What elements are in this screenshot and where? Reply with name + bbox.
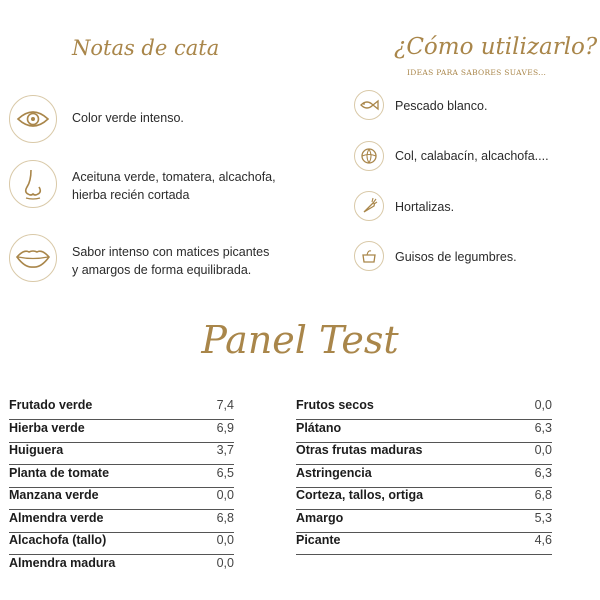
panel-row <box>296 511 552 531</box>
panel-row-label: Amargo <box>296 510 344 525</box>
panel-row-label: Corteza, tallos, ortiga <box>296 488 424 502</box>
note-flavor: Sabor intenso con matices picantes y amargos de forma equilibrada. <box>72 245 270 277</box>
panel-row <box>296 533 552 553</box>
usage-greens: Hortalizas. <box>395 200 455 214</box>
panel-row-value: 5,3 <box>534 510 552 525</box>
notes-title: Notas de cata <box>72 36 220 60</box>
panel-row <box>296 466 552 486</box>
panel-row-label: Plátano <box>296 420 342 435</box>
panel-row <box>9 488 234 508</box>
panel-row-label: Planta de tomate <box>9 465 110 480</box>
panel-row <box>296 421 552 441</box>
panel-row <box>296 443 552 463</box>
panel-row <box>9 443 234 463</box>
panel-row <box>296 398 552 418</box>
panel-row <box>9 466 234 486</box>
eye-icon <box>9 95 57 143</box>
panel-row-label: Hierba verde <box>9 420 85 435</box>
note-color: Color verde intenso. <box>72 111 184 125</box>
panel-row-label: Almendra madura <box>9 555 116 570</box>
panel-row-label: Huiguera <box>9 443 64 457</box>
panel-row-value: 0,0 <box>216 533 234 547</box>
panel-row <box>9 398 234 418</box>
cabbage-icon <box>354 141 384 171</box>
panel-row-value: 6,3 <box>534 465 552 480</box>
panel-row-value: 4,6 <box>534 533 552 547</box>
panel-row-value: 6,9 <box>216 420 234 435</box>
nose-icon <box>9 160 57 208</box>
panel-row-value: 7,4 <box>216 398 234 412</box>
usage-title: ¿Cómo utilizarlo? <box>394 34 598 60</box>
panel-row <box>9 421 234 441</box>
panel-row-label: Frutos secos <box>296 398 374 412</box>
panel-title: Panel Test <box>201 318 399 362</box>
panel-row-value: 6,8 <box>534 488 552 502</box>
panel-row-label: Astringencia <box>296 465 372 480</box>
panel-row <box>9 533 234 553</box>
panel-row-label: Alcachofa (tallo) <box>9 533 107 547</box>
panel-row-value: 3,7 <box>216 443 234 457</box>
lips-icon <box>9 234 57 282</box>
panel-row-value: 0,0 <box>216 555 234 570</box>
panel-row-value: 0,0 <box>216 488 234 502</box>
panel-row <box>9 556 234 576</box>
fish-icon <box>354 90 384 120</box>
panel-row-value: 0,0 <box>534 398 552 412</box>
panel-row-value: 6,8 <box>216 510 234 525</box>
pot-icon <box>354 241 384 271</box>
row-divider <box>296 554 552 555</box>
usage-fish: Pescado blanco. <box>395 99 488 113</box>
carrot-icon <box>354 191 384 221</box>
usage-subtitle: IDEAS PARA SABORES SUAVES... <box>407 68 547 77</box>
note-aroma: Aceituna verde, tomatera, alcachofa, hierba recién cortada <box>72 170 276 202</box>
panel-row-value: 6,5 <box>216 465 234 480</box>
panel-row <box>296 488 552 508</box>
panel-row-value: 6,3 <box>534 420 552 435</box>
panel-row-label: Frutado verde <box>9 398 93 412</box>
panel-row-value: 0,0 <box>534 443 552 457</box>
panel-row <box>9 511 234 531</box>
usage-vegetables: Col, calabacín, alcachofa.... <box>395 149 549 163</box>
usage-stews: Guisos de legumbres. <box>395 250 517 264</box>
panel-row-label: Picante <box>296 533 341 547</box>
panel-row-label: Otras frutas maduras <box>296 443 423 457</box>
panel-row-label: Manzana verde <box>9 488 99 502</box>
panel-row-label: Almendra verde <box>9 510 104 525</box>
